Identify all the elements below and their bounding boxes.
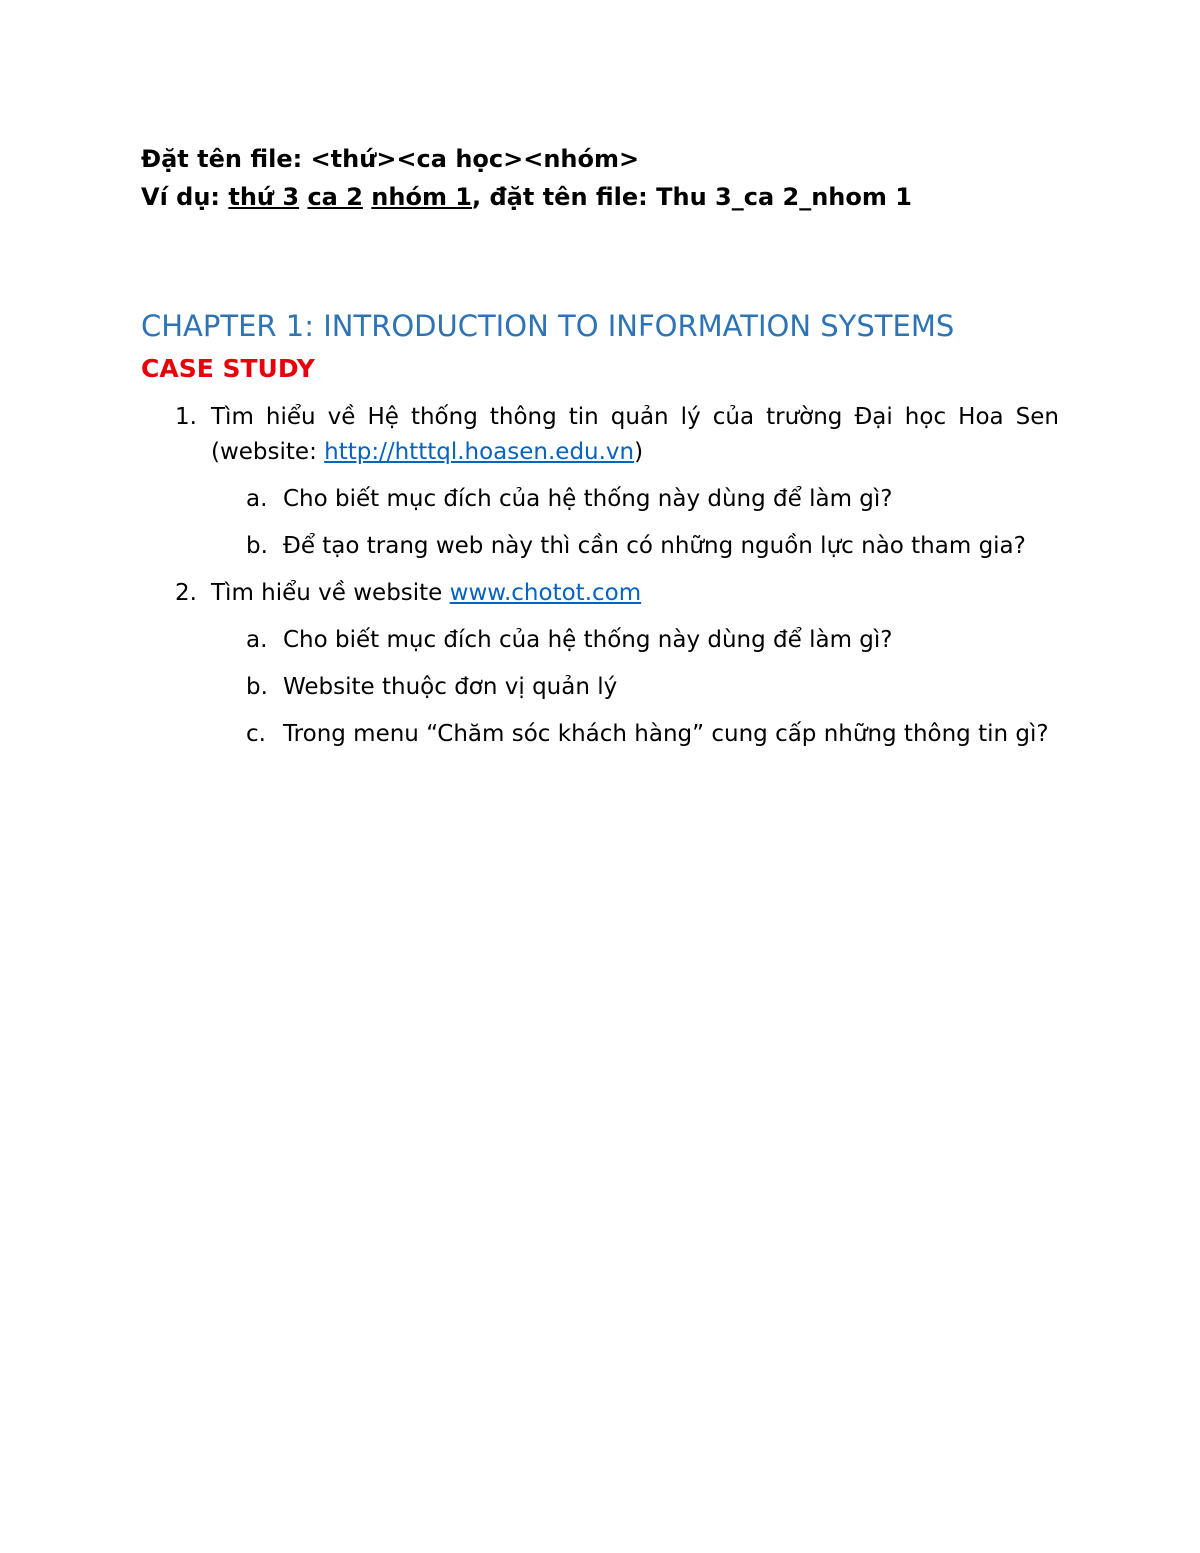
hoasen-website-link[interactable]: http://htttql.hoasen.edu.vn (324, 439, 635, 465)
list-item-number: 2. (175, 580, 197, 606)
sub-list-item-text: Trong menu “Chăm sóc khách hàng” cung cấp những thông tin gì? (283, 721, 1049, 747)
sub-list-item-letter: c. (246, 721, 266, 747)
case-study-list (141, 400, 1059, 752)
chotot-website-link[interactable]: www.chotot.com (449, 580, 642, 606)
sub-list (211, 623, 1059, 752)
sub-list-item (141, 529, 1059, 564)
example-group: nhóm 1 (371, 183, 473, 211)
sub-list-item-letter: b. (246, 674, 268, 700)
sub-list-item-letter: a. (246, 627, 268, 653)
sub-list-item (141, 482, 1059, 517)
list-item-text: Tìm hiểu về Hệ thống thông tin quản lý của trường Đại học Hoa Sen (website: http://htttql.hoasen.edu.vn) (211, 404, 1059, 465)
example-shift: ca 2 (307, 183, 363, 211)
file-naming-instructions (141, 140, 1081, 216)
sub-list-item-text: Để tạo trang web này thì cần có những nguồn lực nào tham gia? (283, 533, 1026, 559)
example-suffix: , đặt tên file: Thu 3_ca 2_nhom 1 (472, 183, 912, 211)
sub-list-item-text: Cho biết mục đích của hệ thống này dùng để làm gì? (283, 627, 893, 653)
case-study-heading: CASE STUDY (141, 354, 315, 383)
sub-list-item-letter: b. (246, 533, 268, 559)
chapter-title: CHAPTER 1: INTRODUCTION TO INFORMATION SYSTEMS (141, 309, 955, 343)
sub-list-item (141, 623, 1059, 658)
file-naming-rule: Đặt tên file: <thứ><ca học><nhóm> (141, 145, 640, 173)
example-prefix: Ví dụ: (141, 183, 229, 211)
sub-list-item-text: Website thuộc đơn vị quản lý (283, 674, 618, 700)
list-item-number: 1. (175, 404, 197, 430)
sub-list-item (141, 717, 1059, 752)
file-naming-example (141, 178, 1081, 216)
sub-list-item-text: Cho biết mục đích của hệ thống này dùng để làm gì? (283, 486, 893, 512)
sub-list-item-letter: a. (246, 486, 268, 512)
list-item (141, 576, 1059, 752)
list-item-text: Tìm hiểu về website www.chotot.com (211, 580, 642, 606)
list-item (141, 400, 1059, 564)
sub-list-item (141, 670, 1059, 705)
sub-list (211, 482, 1059, 564)
example-day: thứ 3 (228, 183, 300, 211)
